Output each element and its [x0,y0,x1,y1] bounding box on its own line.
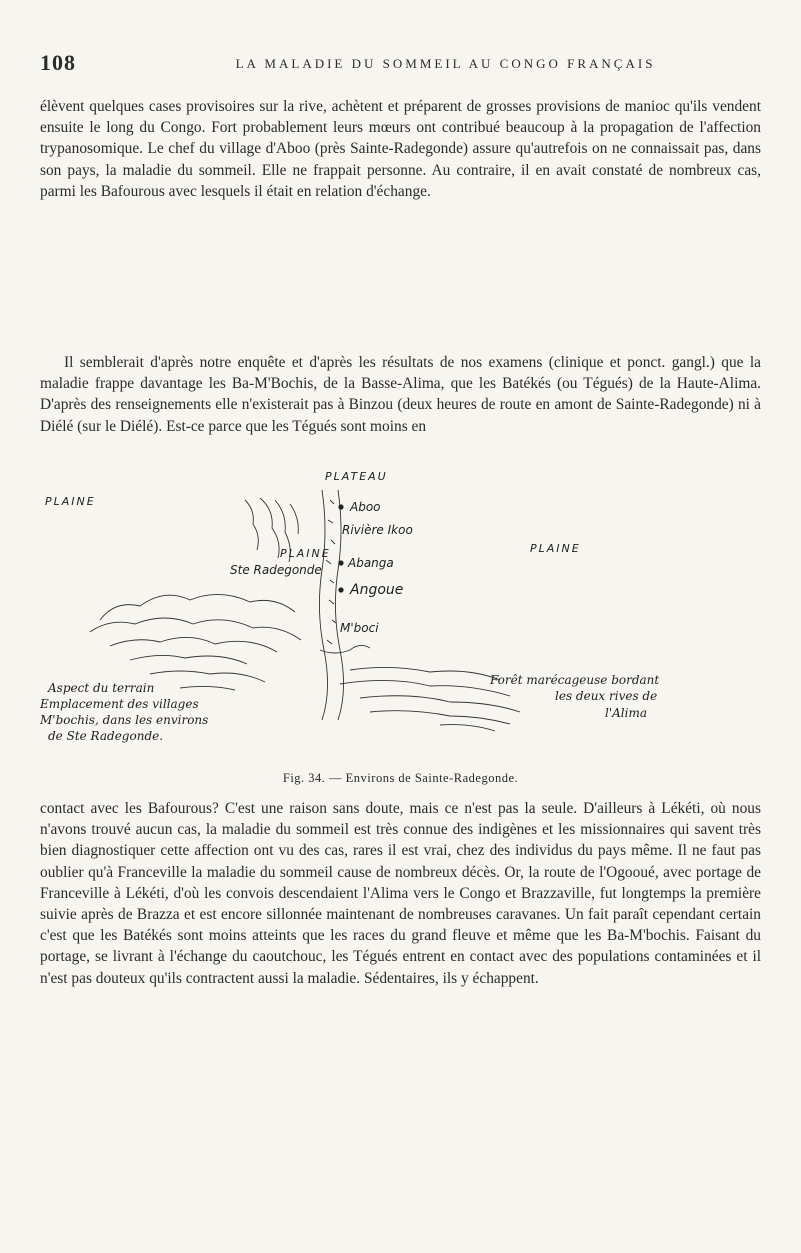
label-aboo: Aboo [350,500,381,514]
running-head: LA MALADIE DU SOMMEIL AU CONGO FRANÇAIS [235,56,656,71]
label-plateau: PLATEAU [325,470,388,483]
paragraph-2: Il semblerait d'après notre enquête et d'après les résultats de nos examens (clinique et ponct. gangl.) que la maladie frappe davantage les Ba-M'Bochis, de la Basse-Alima, que les Batékés (ou Tégués) de la Haute-Alima. D'après des renseignements elle n'existerait pas à Binzou (deux heures de route en amont de Sainte-Radegonde) ni à Diélé (sur le Diélé). Est-ce parce que les Tégués sont moins en [40,354,761,435]
label-foret-2: les deux rives de [555,689,658,703]
label-ste-radegonde: Ste Radegonde [230,563,322,577]
label-aspect-3: M'bochis, dans les environs [40,713,209,727]
label-plaine-center: PLAINE [280,547,331,560]
label-angoue: Angoue [350,582,404,598]
label-aspect-2: Emplacement des villages [40,697,199,711]
paragraph-3: contact avec les Bafourous? C'est une raison sans doute, mais ce n'est pas la seule. D'ailleurs à Lékéti, où nous n'avons trouvé aucun cas, la maladie du sommeil est très connue des indigènes et les missionnaires qui savent très bien diagnostiquer cette affection ont vu des cas, rares il est vrai, chez des individus du pays même. Il ne faut pas oublier qu'à Franceville la maladie du sommeil cause de nombreux décès. Or, la route de l'Ogooué, avec portage de Franceville à Lékéti, d'où les convois descendaient l'Alima vers le Congo et Brazzaville, fut longtemps la première suivie après de Brazza et est encore sillonnée maintenant de nombreuses caravanes. Un fait paraît cependant certain c'est que les Batékés sont moins atteints que les races du grand fleuve et même que les Ba-M'bochis. Faisant du portage, se livrant à l'échange du caoutchouc, les Tégués entrent en contact avec des populations contaminées et il n'est pas douteux qu'ils contractent aussi la maladie. Sédentaires, ils y échappent. [40,800,761,987]
map-figure [40,470,761,770]
label-aspect-4: de Ste Radegonde. [48,729,164,743]
river-column [319,490,343,720]
map-drawing [40,470,761,770]
left-hills [90,498,301,690]
label-alima: l'Alima [605,706,648,720]
label-plaine-right: PLAINE [530,542,581,555]
page-header [40,50,761,80]
label-riviere: Rivière Ikoo [342,523,413,537]
label-foret: Forêt marécageuse bordant [490,673,660,687]
figure-caption: Fig. 34. — Environs de Sainte-Radegonde. [282,771,519,785]
label-plaine-left: PLAINE [45,495,96,508]
label-aspect-1: Aspect du terrain [48,681,155,695]
label-abanga: Abanga [348,556,394,570]
paragraph-1: élèvent quelques cases provisoires sur la rive, achètent et préparent de grosses provisions de manioc qu'ils vendent ensuite le long du Congo. Fort probablement leurs mœurs ont contribué beaucoup à la propagation de l'affection trypanosomique. Le chef du village d'Aboo (près Sainte-Radegonde) assure qu'autrefois on ne connaissait pas, dans son pays, la maladie du sommeil. Elle ne frappait personne. Au contraire, il en avait constaté de nombreux cas, parmi les Bafourous avec lesquels il était en relation d'échange. [40,98,761,200]
forest-marsh [320,645,520,731]
page-number: 108 [40,50,76,75]
label-mboci: M'boci [340,621,379,635]
